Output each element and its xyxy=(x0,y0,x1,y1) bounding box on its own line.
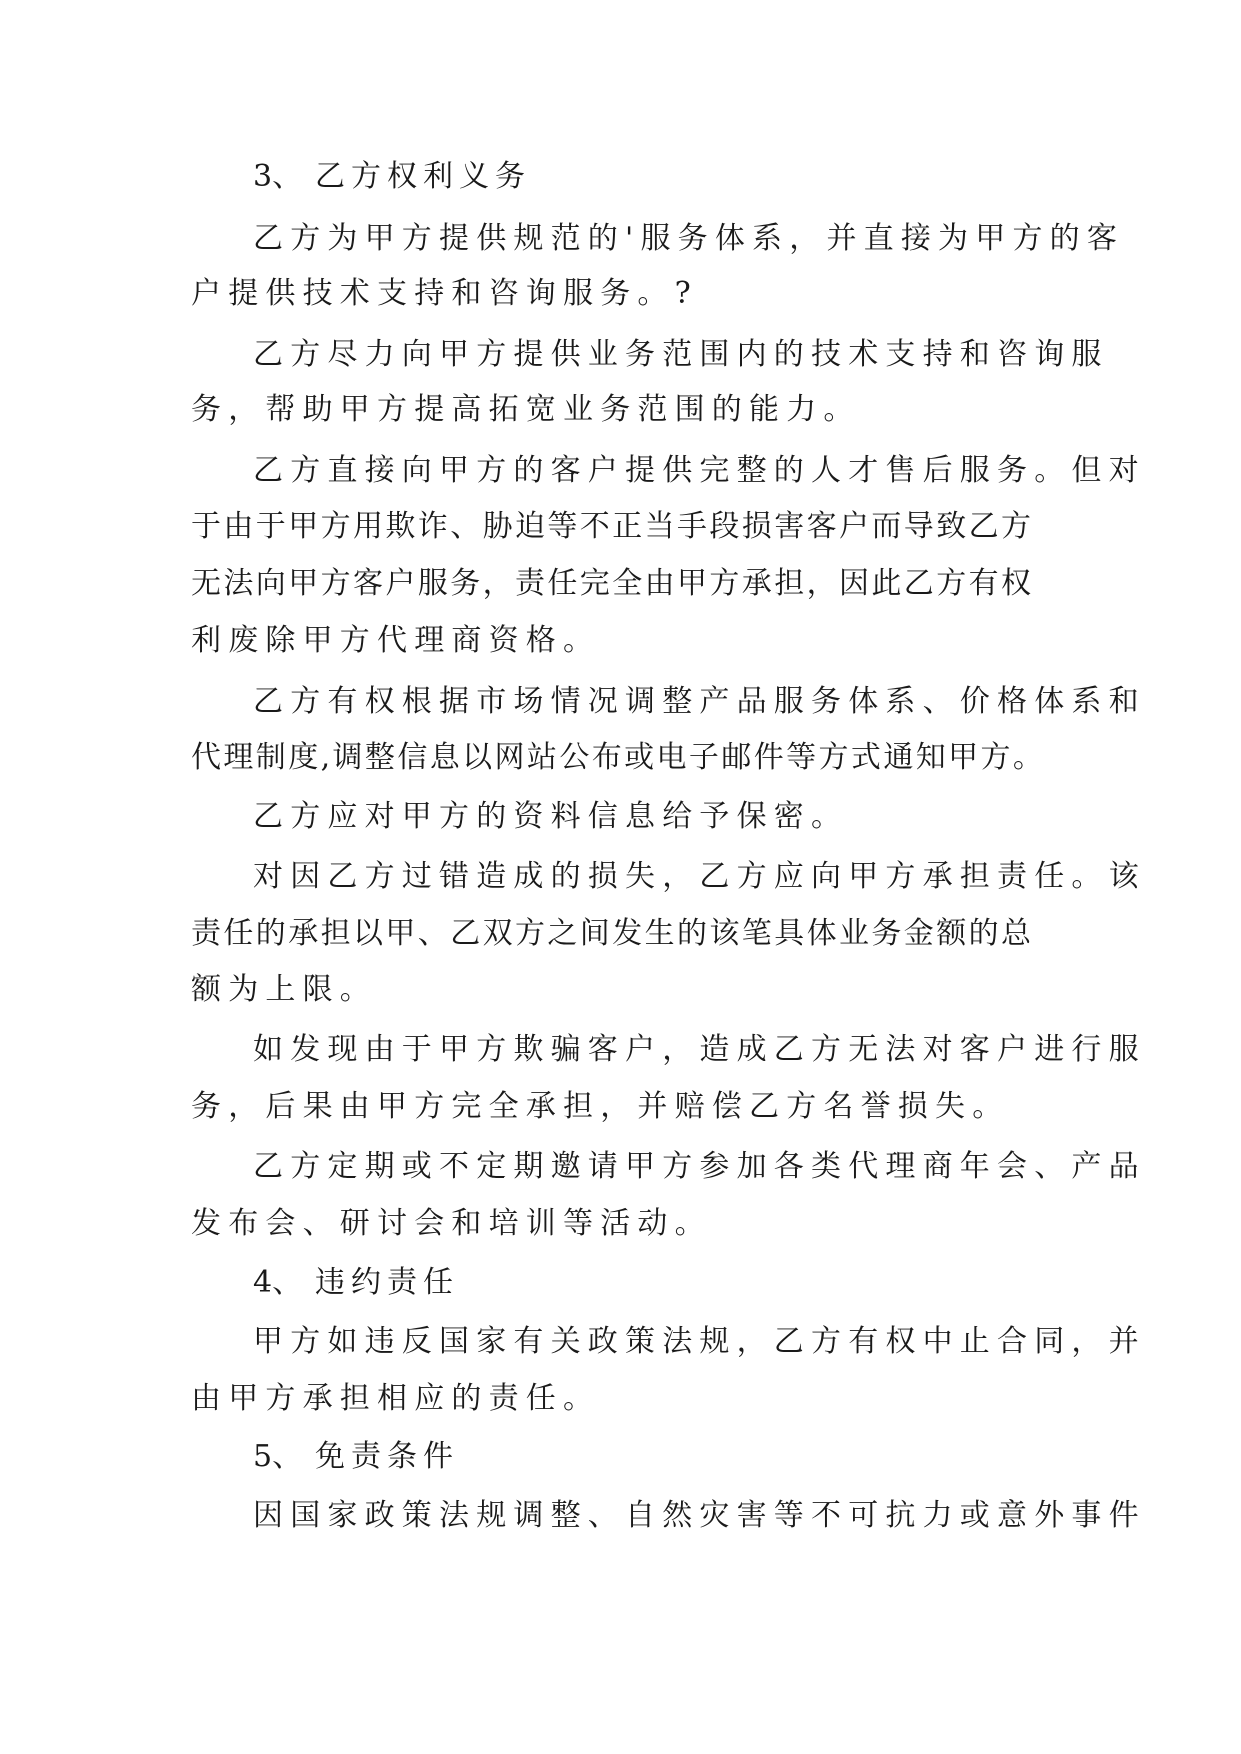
paragraph-line: 于由于甲方用欺诈、胁迫等不正当手段损害客户而导致乙方 xyxy=(191,509,1034,544)
paragraph-line: 甲方如违反国家有关政策法规，乙方有权中止合同，并 xyxy=(253,1324,1146,1359)
paragraph-line: 乙方尽力向甲方提供业务范围内的技术支持和咨询服 xyxy=(253,337,1109,372)
section-3-heading xyxy=(253,157,531,197)
paragraph-line: 利废除甲方代理商资格。 xyxy=(191,623,601,658)
paragraph-line: 因国家政策法规调整、自然灾害等不可抗力或意外事件 xyxy=(253,1498,1146,1533)
section-4-heading xyxy=(253,1263,459,1303)
paragraph-line: 无法向甲方客户服务，责任完全由甲方承担，因此乙方有权 xyxy=(191,566,1034,601)
paragraph-line: 户提供技术支持和咨询服务。? xyxy=(191,276,698,311)
section-3-number: 3、 xyxy=(253,159,303,194)
paragraph-line: 对因乙方过错造成的损失，乙方应向甲方承担责任。该 xyxy=(253,859,1146,894)
section-4-number: 4、 xyxy=(253,1265,303,1300)
paragraph-line: 务，后果由甲方完全承担，并赔偿乙方名誉损失。 xyxy=(191,1089,1010,1124)
paragraph-line: 务，帮助甲方提高拓宽业务范围的能力。 xyxy=(191,392,861,427)
paragraph-line: 乙方为甲方提供规范的'服务体系，并直接为甲方的客 xyxy=(253,221,1125,256)
paragraph-line: 发布会、研讨会和培训等活动。 xyxy=(191,1206,712,1241)
paragraph-line: 乙方应对甲方的资料信息给予保密。 xyxy=(253,799,849,834)
section-3-title: 乙方权利义务 xyxy=(315,159,531,194)
section-5-number: 5、 xyxy=(253,1439,303,1474)
paragraph-line: 责任的承担以甲、乙双方之间发生的该笔具体业务金额的总 xyxy=(191,916,1034,951)
section-5-title: 免责条件 xyxy=(315,1439,459,1474)
paragraph-line: 额为上限。 xyxy=(191,972,377,1007)
paragraph-line: 乙方直接向甲方的客户提供完整的人才售后服务。但对 xyxy=(253,453,1146,488)
paragraph-line: 由甲方承担相应的责任。 xyxy=(191,1381,601,1416)
paragraph-line: 乙方有权根据市场情况调整产品服务体系、价格体系和 xyxy=(253,684,1146,719)
paragraph-line: 乙方定期或不定期邀请甲方参加各类代理商年会、产品 xyxy=(253,1149,1146,1184)
paragraph-line: 如发现由于甲方欺骗客户，造成乙方无法对客户进行服 xyxy=(253,1032,1146,1067)
section-4-title: 违约责任 xyxy=(315,1265,459,1300)
paragraph-line: 代理制度,调整信息以网站公布或电子邮件等方式通知甲方。 xyxy=(191,740,1046,775)
section-5-heading xyxy=(253,1437,459,1477)
